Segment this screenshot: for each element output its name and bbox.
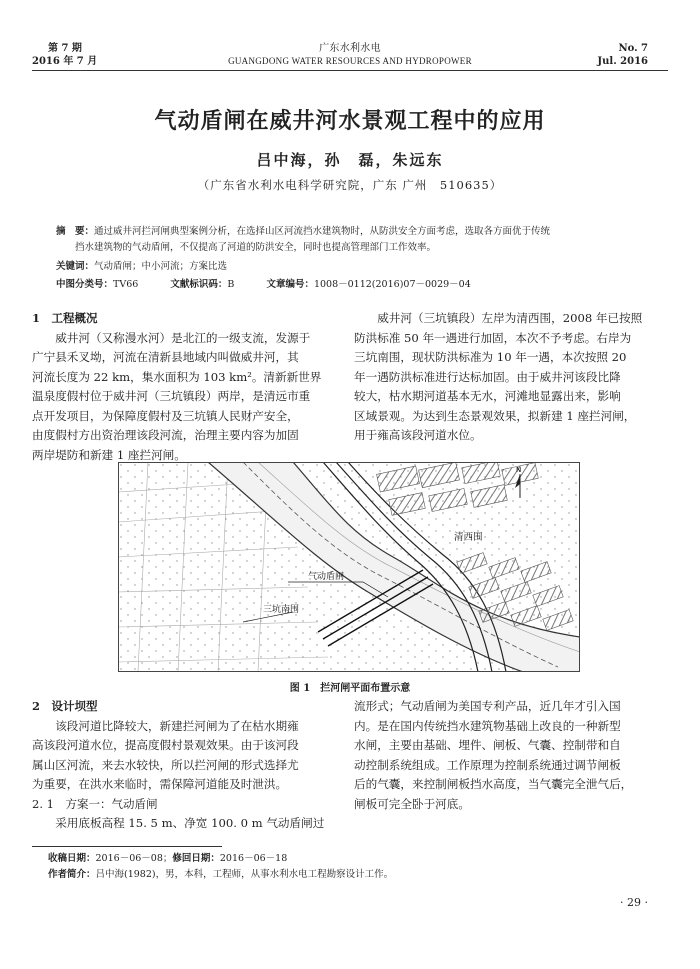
text-line: 动控制系统组成。工作原理为控制系统通过调节闸板 bbox=[354, 757, 621, 772]
abstract-line-2: 挡水建筑物的气动盾闸，不仅提高了河道的防洪安全，同时也提高管理部门工作效率。 bbox=[75, 242, 437, 253]
section-2-left bbox=[32, 697, 334, 834]
clc-label: 中图分类号： bbox=[56, 279, 114, 290]
text-line: 三坑南围，现状防洪标准为 10 年一遇，本次按照 20 bbox=[354, 350, 627, 364]
header-rule bbox=[32, 70, 668, 71]
text-line: 后的气囊，来控制闸板挡水高度，当气囊完全泄气后， bbox=[354, 777, 633, 791]
abstract-line-1: 通过威井河拦河闸典型案例分析，在选择山区河流挡水建筑物时，从防洪安全方面考虑，选取各方面优于传统 bbox=[94, 226, 551, 237]
text-line: 高该段河道水位，提高度假村景观效果。由于该河段 bbox=[32, 738, 299, 752]
doccode-value: B bbox=[227, 279, 235, 290]
text-line: 水闸，主要由基础、埋件、闸板、气囊、控制带和自 bbox=[354, 738, 621, 752]
received-label: 收稿日期： bbox=[48, 853, 96, 864]
figure-caption: 图 1 拦河闸平面布置示意 bbox=[289, 683, 411, 694]
abstract-label: 摘 要： bbox=[56, 226, 95, 237]
clc-value: TV66 bbox=[113, 279, 139, 290]
text-line: 由度假村方出资治理该段河流，治理主要内容为加固 bbox=[32, 428, 299, 442]
north-label: N bbox=[516, 466, 522, 474]
text-line: 该段河道比降较大，新建拦河闸为了在枯水期雍 bbox=[55, 718, 299, 733]
text-line: 威井河（又称漫水河）是北江的一级支流，发源于 bbox=[55, 330, 311, 345]
section-1-right bbox=[354, 309, 670, 446]
text-line: 防洪标准 50 年一遇进行加固，本次不予考虑。右岸为 bbox=[354, 330, 632, 345]
received-date: 2016－06－08； bbox=[95, 853, 173, 864]
header-issue-en: No. 7 bbox=[618, 43, 648, 54]
paper-authors: 吕中海，孙 磊，朱远东 bbox=[256, 151, 444, 169]
text-line: 区域景观。为达到生态景观效果，拟新建 1 座拦河闸， bbox=[354, 408, 636, 423]
header-journal-en: GUANGDONG WATER RESOURCES AND HYDROPOWER bbox=[228, 56, 472, 66]
text-line: 温泉度假村位于威井河（三坑镇段）两岸，是清远市重 bbox=[32, 389, 311, 403]
abstract bbox=[56, 224, 656, 293]
page-number: · 29 · bbox=[620, 896, 648, 909]
paper-title: 气动盾闸在威井河水景观工程中的应用 bbox=[154, 108, 546, 134]
section-1-paragraph-1 bbox=[32, 329, 334, 466]
keywords-label: 关键词： bbox=[56, 261, 95, 272]
text-line: 采用底板高程 15. 5 m、净宽 100. 0 m 气动盾闸过 bbox=[55, 816, 325, 830]
label-qingxi: 清西围 bbox=[454, 532, 483, 543]
author-bio-label: 作者简介： bbox=[48, 869, 96, 880]
text-line: 较大，枯水期河道基本无水，河滩地显露出来，影响 bbox=[354, 389, 621, 403]
footnote bbox=[48, 851, 668, 883]
text-line: 属山区河流，来去水较快，所以拦河闸的形式选择尤 bbox=[32, 757, 299, 772]
text-line: 流形式；气动盾闸为美国专利产品，近几年才引入国 bbox=[354, 699, 621, 713]
keywords: 气动盾闸；中小河流；方案比选 bbox=[94, 261, 228, 272]
section-1-left bbox=[32, 309, 334, 465]
footnote-rule bbox=[32, 846, 222, 847]
text-line: 广宁县禾叉坳，河流在清新县地域内叫做威井河，其 bbox=[32, 350, 299, 364]
text-line: 为重要，在洪水来临时，需保障河道能及时泄洪。 bbox=[32, 777, 288, 791]
section-2-heading: 2 设计坝型 bbox=[32, 699, 98, 713]
site-plan-figure bbox=[118, 462, 580, 672]
header-issue: 第 7 期 bbox=[48, 43, 82, 54]
article-no-value: 1008－0112(2016)07－0029－04 bbox=[313, 279, 471, 290]
text-line: 点开发项目，为保障度假村及三坑镇人民财产安全， bbox=[32, 408, 299, 423]
revised-date: 2016－06－18 bbox=[219, 853, 288, 864]
header-date: 2016 年 7 月 bbox=[32, 56, 98, 67]
section-2-right bbox=[354, 697, 670, 814]
text-line: 内。是在国内传统挡水建筑物基础上改良的一种新型 bbox=[354, 718, 621, 733]
label-gate: 气动盾闸 bbox=[308, 572, 345, 582]
text-line: 闸板可完全卧于河底。 bbox=[354, 796, 470, 811]
article-no-label: 文章编号： bbox=[266, 279, 314, 290]
text-line: 河流长度为 22 km，集水面积为 103 km²。清新新世界 bbox=[32, 369, 322, 384]
text-line: 两岸堤防和新建 1 座拦河闸。 bbox=[32, 447, 186, 462]
label-sankeng: 三坑南围 bbox=[263, 605, 300, 615]
revised-label: 修回日期： bbox=[172, 853, 220, 864]
text-line: 年一遇防洪标准进行达标加固。由于威井河该段比降 bbox=[354, 369, 621, 384]
text-line: 用于雍高该段河道水位。 bbox=[354, 428, 482, 442]
paper-affiliation: （广东省水利水电科学研究院，广东 广州 510635） bbox=[197, 178, 503, 192]
text-line: 威井河（三坑镇段）左岸为清西围，2008 年已按照 bbox=[377, 311, 643, 325]
section-1-heading: 1 工程概况 bbox=[32, 311, 98, 325]
doccode-label: 文献标识码： bbox=[170, 279, 228, 290]
header-journal-cn: 广东水利水电 bbox=[319, 43, 381, 54]
author-bio: 吕中海(1982)，男，本科，工程师，从事水利水电工程勘察设计工作。 bbox=[95, 869, 394, 880]
section-2-1-heading: 2. 1 方案一：气动盾闸 bbox=[32, 796, 158, 811]
header-date-en: Jul. 2016 bbox=[597, 56, 648, 67]
